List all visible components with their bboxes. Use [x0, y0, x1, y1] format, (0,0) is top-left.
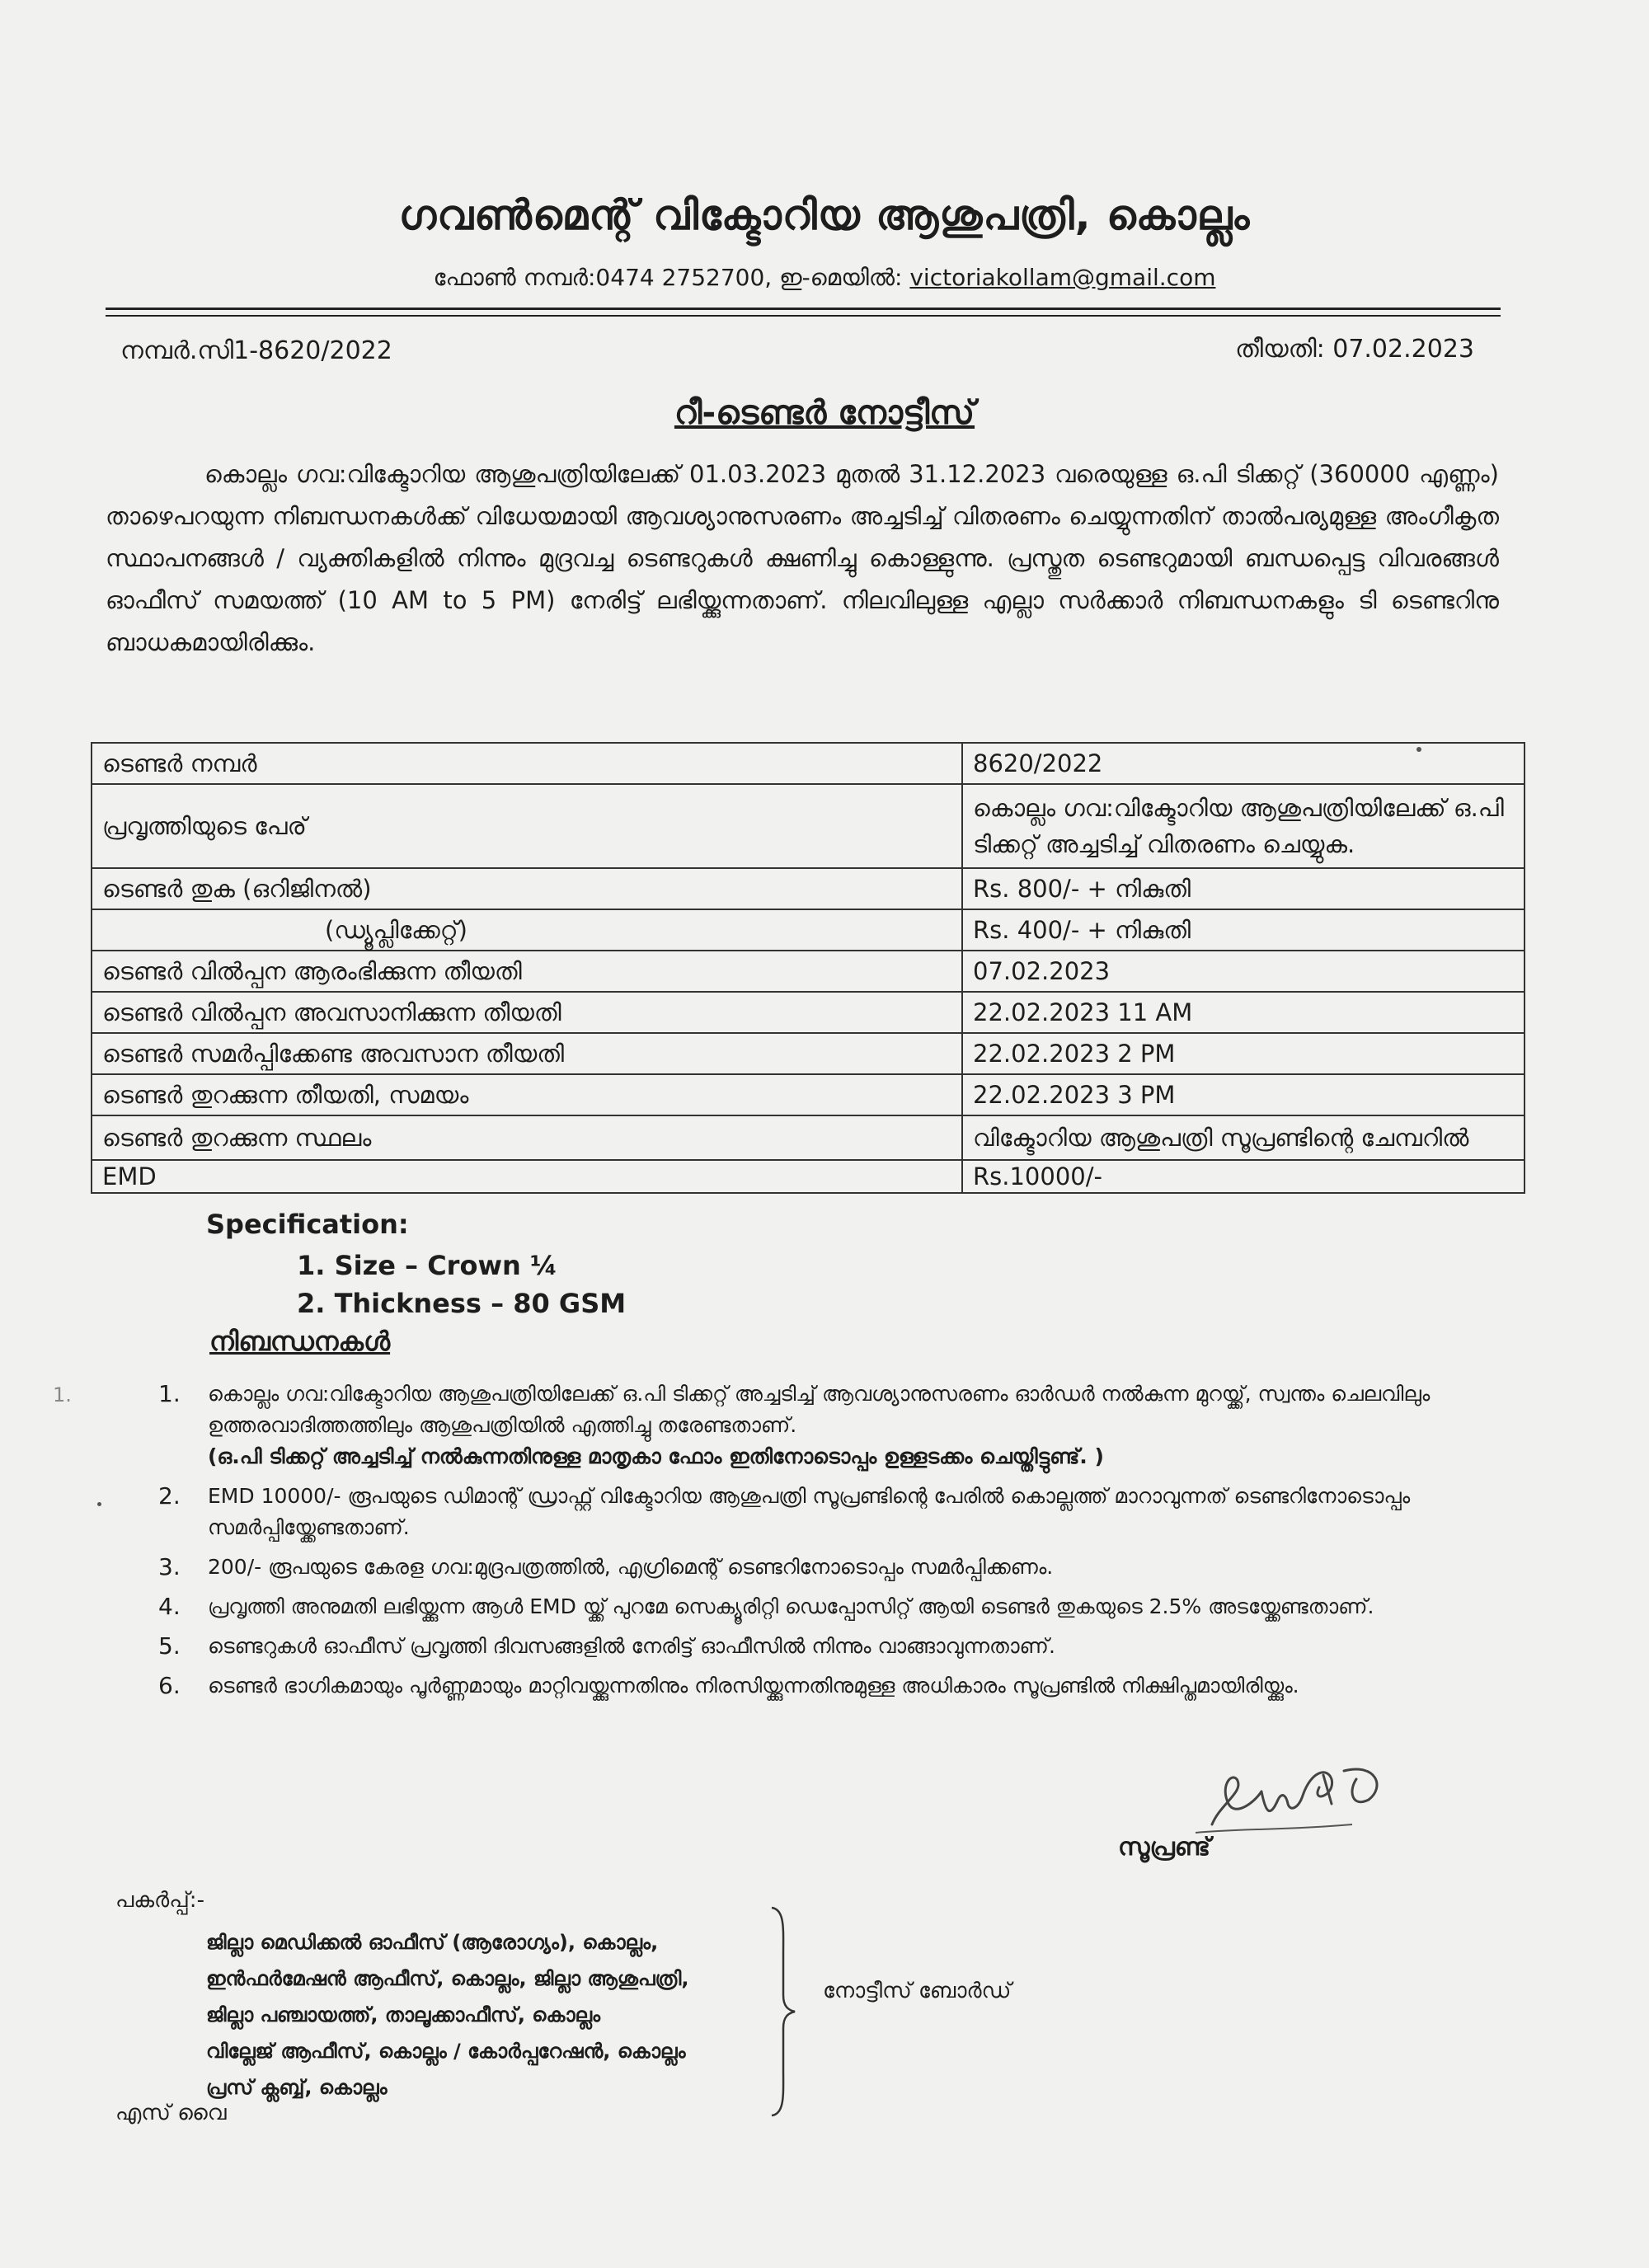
tender-details-table — [91, 742, 1525, 1194]
conditions-list — [148, 1378, 1509, 1710]
copy-recipients — [206, 1924, 688, 2106]
scan-speck — [1416, 747, 1421, 752]
table-row — [92, 784, 1525, 868]
margin-mark: 1. — [53, 1383, 72, 1406]
list-item — [148, 1481, 1509, 1543]
specification-list — [297, 1247, 626, 1322]
scan-speck — [97, 1502, 101, 1506]
list-item: 2. Thickness – 80 GSM — [297, 1288, 627, 1319]
clerk-initials: എസ് വൈ — [115, 2101, 227, 2125]
row-label: ടെണ്ടർ വിൽപ്പന അവസാനിക്കുന്ന തീയതി — [92, 992, 962, 1033]
row-label: ടെണ്ടർ തുറക്കുന്ന സ്ഥലം — [92, 1115, 962, 1160]
row-value: 07.02.2023 — [962, 951, 1525, 992]
row-value: Rs. 800/- + നികുതി — [962, 868, 1525, 909]
item-text: EMD 10000/- രൂപയുടെ ഡിമാന്റ് ഡ്രാഫ്റ്റ് വിക്ടോറിയ ആശുപത്രി സൂപ്രണ്ടിന്റെ പേരിൽ കൊല്ലത്ത് മാറാവുന്നത് ടെണ്ടറിനോടൊപ്പം സമർപ്പിയ്ക്കേണ്ടതാണ്. — [208, 1484, 1411, 1539]
conditions-heading: നിബന്ധനകൾ — [209, 1326, 391, 1357]
hospital-title: ഗവൺമെന്റ് വിക്ടോറിയ ആശുപത്രി, കൊല്ലം — [398, 191, 1251, 239]
row-label: ടെണ്ടർ തുക (ഒറിജിനൽ) — [92, 868, 962, 909]
row-label: (ഡ്യൂപ്ലിക്കേറ്റ്) — [92, 909, 962, 951]
list-item: ഇൻഫർമേഷൻ ആഫീസ്, കൊല്ലം, ജില്ലാ ആശുപത്രി, — [206, 1967, 689, 1990]
list-item — [148, 1552, 1509, 1583]
notice-date: തീയതി: 07.02.2023 — [1235, 335, 1474, 364]
list-item: പ്രസ് ക്ലബ്ബ്, കൊല്ലം — [206, 2076, 388, 2099]
list-item — [148, 1631, 1509, 1662]
table-row — [92, 1160, 1525, 1193]
row-label: ടെണ്ടർ നമ്പർ — [92, 743, 962, 784]
header-rule-secondary — [106, 315, 1501, 317]
list-item: 1. Size – Crown ¼ — [297, 1250, 558, 1281]
item-number: 2. — [158, 1482, 181, 1510]
table-row — [92, 1033, 1525, 1074]
row-value: വിക്ടോറിയ ആശുപത്രി സൂപ്രണ്ടിന്റെ ചേമ്പറിൽ — [962, 1115, 1525, 1160]
item-text: ടെണ്ടർ ഭാഗികമായും പൂർണ്ണമായും മാറ്റിവയ്ക്കുന്നതിനും നിരസിയ്ക്കുന്നതിനുമുള്ള അധികാരം സൂപ്രണ്ടിൽ നിക്ഷിപ്തമായിരിയ്ക്കും. — [208, 1674, 1299, 1697]
header-rule — [106, 308, 1501, 310]
item-number: 4. — [158, 1593, 181, 1620]
signatory-title: സൂപ്രണ്ട് — [1118, 1833, 1211, 1862]
item-number: 3. — [158, 1553, 181, 1580]
row-value: 22.02.2023 2 PM — [962, 1033, 1525, 1074]
copy-heading: പകർപ്പ്:- — [115, 1888, 204, 1913]
row-label: EMD — [92, 1160, 962, 1193]
row-label: ടെണ്ടർ വിൽപ്പന ആരംഭിക്കുന്ന തീയതി — [92, 951, 962, 992]
table-row — [92, 1115, 1525, 1160]
item-number: 6. — [158, 1672, 181, 1699]
notice-board-label: നോട്ടീസ് ബോർഡ് — [823, 1979, 1012, 2003]
list-item: ജില്ലാ മെഡിക്കൽ ഓഫീസ് (ആരോഗ്യം), കൊല്ലം, — [206, 1931, 659, 1954]
right-brace-icon — [767, 1904, 800, 2119]
table-row — [92, 992, 1525, 1033]
row-value: Rs. 400/- + നികുതി — [962, 909, 1525, 951]
item-note: (ഒ.പി ടിക്കറ്റ് അച്ചടിച്ച് നൽകുന്നതിനുള്ള മാതൃകാ ഫോം ഇതിനോടൊപ്പം ഉള്ളടക്കം ചെയ്തിട്ടുണ്ട്. ) — [208, 1444, 1104, 1468]
contact-line — [0, 264, 1649, 292]
row-value: Rs.10000/- — [962, 1160, 1525, 1193]
item-text: ടെണ്ടറുകൾ ഓഫീസ് പ്രവൃത്തി ദിവസങ്ങളിൽ നേരിട്ട് ഓഫീസിൽ നിന്നും വാങ്ങാവുന്നതാണ്. — [208, 1634, 1055, 1658]
list-item: ജില്ലാ പഞ്ചായത്ത്, താലൂക്കാഫീസ്, കൊല്ലം — [206, 2003, 601, 2026]
item-text: 200/- രൂപയുടെ കേരള ഗവ:മുദ്രപത്രത്തിൽ, എഗ്രിമെന്റ് ടെണ്ടറിനോടൊപ്പം സമർപ്പിക്കണം. — [208, 1555, 1054, 1579]
table-row — [92, 1074, 1525, 1115]
row-value: 22.02.2023 11 AM — [962, 992, 1525, 1033]
phone-label: ഫോൺ നമ്പർ:0474 2752700, ഇ-മെയിൽ: — [433, 264, 903, 291]
item-text: കൊല്ലം ഗവ:വിക്ടോറിയ ആശുപത്രിയിലേക്ക് ഒ.പി ടിക്കറ്റ് അച്ചടിച്ച് ആവശ്യാനുസരണം ഓർഡർ നൽകുന്ന മുറയ്ക്ക്, സ്വന്തം ചെലവിലും ഉത്തരവാദിത്തത്തിലും ആശുപത്രിയിൽ എത്തിച്ചു തരേണ്ടതാണ്. — [208, 1382, 1431, 1437]
list-item — [148, 1591, 1509, 1622]
row-value: 8620/2022 — [962, 743, 1525, 784]
intro-paragraph: കൊല്ലം ഗവ:വിക്ടോറിയ ആശുപത്രിയിലേക്ക് 01.03.2023 മുതൽ 31.12.2023 വരെയുള്ള ഒ.പി ടിക്കറ്റ് (360000 എണ്ണം) താഴെപറയുന്ന നിബന്ധനകൾക്ക് വിധേയമായി ആവശ്യാനുസരണം അച്ചടിച്ച് വിതരണം ചെയ്യുന്നതിന് താൽപര്യമുള്ള അംഗീകൃത സ്ഥാപനങ്ങൾ / വ്യക്തികളിൽ നിന്നും മുദ്രവച്ച ടെണ്ടറുകൾ ക്ഷണിച്ചു കൊള്ളുന്നു. പ്രസ്തുത ടെണ്ടറുമായി ബന്ധപ്പെട്ട വിവരങ്ങൾ ഓഫീസ് സമയത്ത് (10 AM to 5 PM) നേരിട്ട് ലഭിയ്ക്കുന്നതാണ്. നിലവിലുള്ള എല്ലാ സർക്കാർ നിബന്ധനകളും ടി ടെണ്ടറിനു ബാധകമായിരിക്കും. — [106, 460, 1499, 656]
item-number: 1. — [158, 1380, 181, 1407]
table-row — [92, 868, 1525, 909]
table-row — [92, 909, 1525, 951]
list-item — [148, 1378, 1509, 1472]
notice-title: റീ-ടെണ്ടർ നോട്ടീസ് — [674, 394, 975, 432]
reference-number: നമ്പർ.സി1-8620/2022 — [120, 336, 392, 365]
row-label: ടെണ്ടർ തുറക്കുന്ന തീയതി, സമയം — [92, 1074, 962, 1115]
email-link[interactable]: victoriakollam@gmail.com — [909, 264, 1216, 291]
list-item: വില്ലേജ് ആഫീസ്, കൊല്ലം / കോർപ്പറേഷൻ, കൊല്ലം — [206, 2040, 686, 2063]
row-label: പ്രവൃത്തിയുടെ പേര് — [92, 784, 962, 868]
row-label: ടെണ്ടർ സമർപ്പിക്കേണ്ട അവസാന തീയതി — [92, 1033, 962, 1074]
row-value: കൊല്ലം ഗവ:വിക്ടോറിയ ആശുപത്രിയിലേക്ക് ഒ.പി ടിക്കറ്റ് അച്ചടിച്ച് വിതരണം ചെയ്യുക. — [962, 784, 1525, 868]
table-row — [92, 951, 1525, 992]
specification-heading: Specification: — [206, 1209, 409, 1240]
item-number: 5. — [158, 1632, 181, 1660]
item-text: പ്രവൃത്തി അനുമതി ലഭിയ്ക്കുന്ന ആൾ EMD യ്ക്ക് പുറമേ സെക്യൂരിറ്റി ഡെപ്പോസിറ്റ് ആയി ടെണ്ടർ തുകയുടെ 2.5% അടയ്ക്കേണ്ടതാണ്. — [208, 1594, 1374, 1618]
signature-image — [1187, 1754, 1402, 1845]
row-value: 22.02.2023 3 PM — [962, 1074, 1525, 1115]
table-row — [92, 743, 1525, 784]
list-item — [148, 1670, 1509, 1702]
